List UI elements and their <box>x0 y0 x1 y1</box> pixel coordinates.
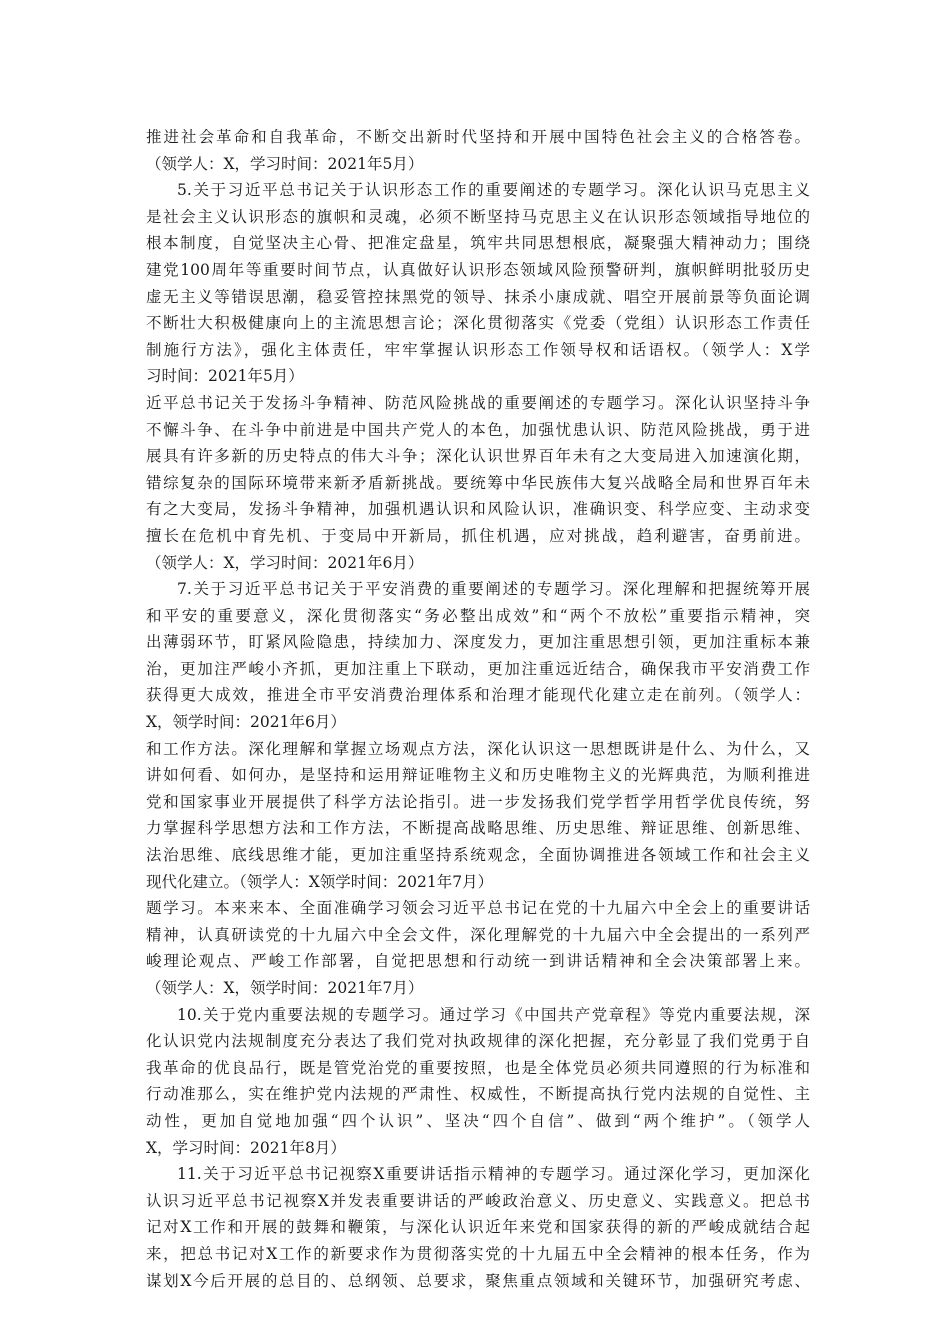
text-line: （领学人：X，领学时间：2021年7月） <box>146 979 424 997</box>
text-line: 获得更大成效，推进全市平安消费治理体系和治理才能现代化建立走在前列。（领学人： <box>146 686 810 705</box>
text-line: 近平总书记关于发扬斗争精神、防范风险挑战的重要阐述的专题学习。深化认识坚持斗争 <box>146 393 810 412</box>
text-line: 不断壮大积极健康向上的主流思想言论；深化贯彻落实《党委（党组）认识形态工作责任 <box>146 314 810 333</box>
text-line: 讲如何看、如何办，是坚持和运用辩证唯物主义和历史唯物主义的光辉典范，为顺利推进 <box>146 766 810 785</box>
text-line: 精神，认真研读党的十九届六中全会文件，深化理解党的十九届六中全会提出的一系列严 <box>146 925 810 944</box>
text-line: 不懈斗争、在斗争中前进是中国共产党人的本色，加强忧患认识、防范风险挑战，勇于进 <box>146 420 810 439</box>
text-line: 出薄弱环节，盯紧风险隐患，持续加力、深度发力，更加注重思想引领，更加注重标本兼 <box>146 633 810 652</box>
text-line: 化认识党内法规制度充分表达了我们党对执政规律的深化把握，充分彰显了我们党勇于自 <box>146 1032 810 1051</box>
text-line: 11.关于习近平总书记视察X重要讲话指示精神的专题学习。通过深化学习，更加深化 <box>177 1165 810 1184</box>
text-line: 记对X工作和开展的鼓舞和鞭策，与深化认识近年来党和国家获得的新的严峻成就结合起 <box>146 1218 810 1237</box>
text-line: 擅长在危机中育先机、于变局中开新局，抓住机遇，应对挑战，趋利避害，奋勇前进。 <box>146 526 810 545</box>
text-line: 制施行方法》，强化主体责任，牢牢掌握认识形态工作领导权和话语权。（领学人：X学 <box>146 340 810 359</box>
text-line: 动性，更加自觉地加强“四个认识”、坚决“四个自信”、做到“两个维护”。（领学人 <box>146 1111 810 1130</box>
body-text <box>146 124 810 1294</box>
text-line: 力掌握科学思想方法和工作方法，不断提高战略思维、历史思维、辩证思维、创新思维、 <box>146 819 810 838</box>
text-line: 现代化建立。（领学人：X领学时间：2021年7月） <box>146 872 494 891</box>
text-line: （领学人：X，学习时间：2021年5月） <box>146 154 424 173</box>
text-line: 党和国家事业开展提供了科学方法论指引。进一步发扬我们党学哲学用哲学优良传统，努 <box>146 792 810 811</box>
text-line: 认识习近平总书记视察X并发表重要讲话的严峻政治意义、历史意义、实践意义。把总书 <box>146 1191 810 1210</box>
text-line: 来，把总书记对X工作的新要求作为贯彻落实党的十九届五中全会精神的根本任务，作为 <box>146 1244 810 1263</box>
text-line: 虚无主义等错误思潮，稳妥管控抹黑党的领导、抹杀小康成就、唱空开展前景等负面论调 <box>146 287 810 306</box>
text-line: 推进社会革命和自我革命，不断交出新时代坚持和开展中国特色社会主义的合格答卷。 <box>146 128 810 146</box>
text-line: 峻理论观点、严峻工作部署，自觉把思想和行动统一到讲话精神和全会决策部署上来。 <box>146 952 810 971</box>
text-line: 谋划X今后开展的总目的、总纲领、总要求，聚焦重点领域和关键环节，加强研究考虑、 <box>146 1271 810 1290</box>
text-line: 和平安的重要意义，深化贯彻落实“务必整出成效”和“两个不放松”重要指示精神，突 <box>146 606 810 625</box>
text-line: 题学习。本来来本、全面准确学习领会习近平总书记在党的十九届六中全会上的重要讲话 <box>146 899 810 918</box>
text-line: 和工作方法。深化理解和掌握立场观点方法，深化认识这一思想既讲是什么、为什么，又 <box>146 739 810 758</box>
text-line: X，领学时间：2021年6月） <box>146 713 346 732</box>
text-line: 5.关于习近平总书记关于认识形态工作的重要阐述的专题学习。深化认识马克思主义 <box>177 181 810 200</box>
text-line: 习时间：2021年5月） <box>146 367 304 386</box>
text-line: 建党100周年等重要时间节点，认真做好认识形态领域风险预警研判，旗帜鲜明批驳历史 <box>146 260 810 279</box>
text-line: 法治思维、底线思维才能，更加注重坚持系统观念，全面协调推进各领域工作和社会主义 <box>146 846 810 865</box>
text-line: X，学习时间：2021年8月） <box>146 1138 346 1157</box>
text-line: （领学人：X，学习时间：2021年6月） <box>146 553 424 572</box>
text-line: 我革命的优良品行，既是管党治党的重要按照，也是全体党员必须共同遵照的行为标准和 <box>146 1058 810 1077</box>
text-line: 展具有许多新的历史特点的伟大斗争；深化认识世界百年未有之大变局进入加速演化期， <box>146 447 810 466</box>
text-line: 治，更加注严峻小齐抓，更加注重上下联动，更加注重远近结合，确保我市平安消费工作 <box>146 659 810 678</box>
text-line: 行动准那么，实在维护党内法规的严肃性、权威性，不断提高执行党内法规的自觉性、主 <box>146 1085 810 1104</box>
text-line: 10.关于党内重要法规的专题学习。通过学习《中国共产党章程》等党内重要法规，深 <box>177 1005 810 1024</box>
text-line: 7.关于习近平总书记关于平安消费的重要阐述的专题学习。深化理解和把握统筹开展 <box>177 580 810 599</box>
text-line: 有之大变局，发扬斗争精神，加强机遇认识和风险认识，准确识变、科学应变、主动求变 <box>146 500 810 519</box>
text-line: 根本制度，自觉坚决主心骨、把准定盘星，筑牢共同思想根底，凝聚强大精神动力；围绕 <box>146 234 810 253</box>
text-line: 是社会主义认识形态的旗帜和灵魂，必须不断坚持马克思主义在认识形态领域指导地位的 <box>146 207 810 226</box>
text-line: 错综复杂的国际环境带来新矛盾新挑战。要统筹中华民族伟大复兴战略全局和世界百年未 <box>146 473 810 492</box>
